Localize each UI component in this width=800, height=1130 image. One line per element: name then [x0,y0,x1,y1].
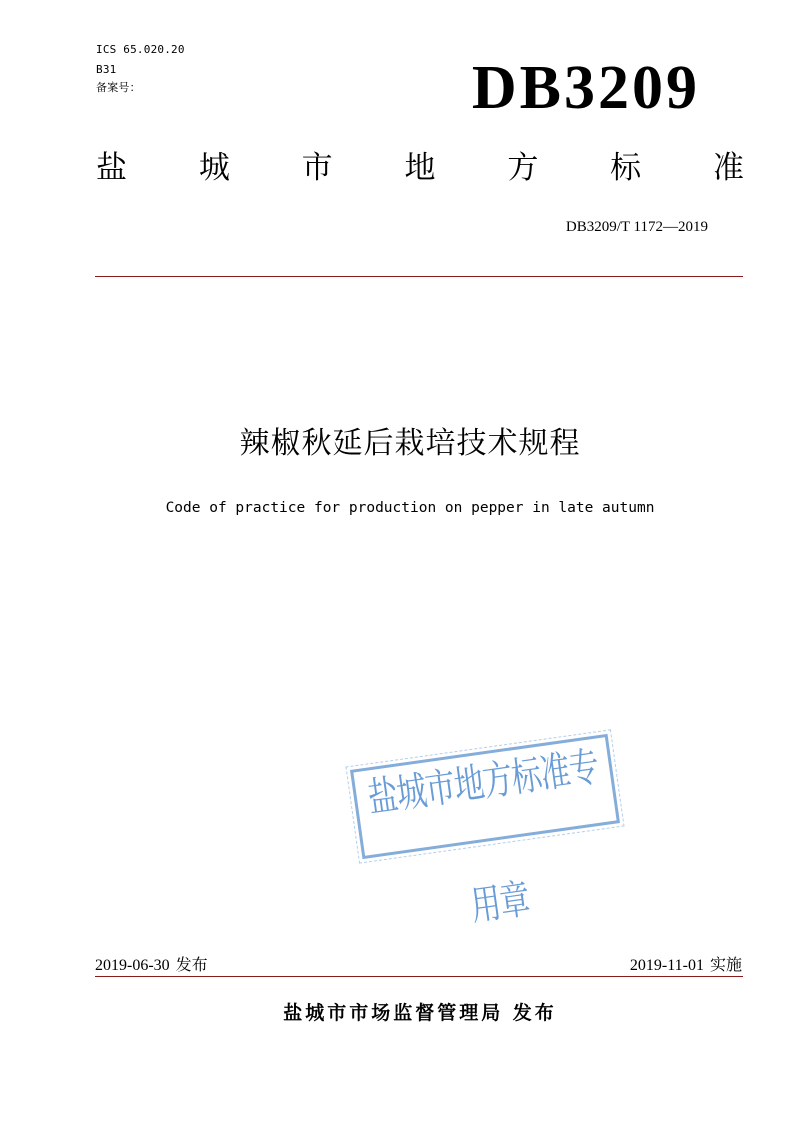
implementation-label: 实施 [709,955,742,974]
standard-number: DB3209/T 1172—2019 [565,219,708,235]
standard-type-char: 城 [198,150,230,186]
standard-type-char: 市 [301,150,333,186]
stamp-text: 盐城市地方标准专用章 [364,743,602,931]
standard-type-char: 地 [404,150,436,186]
ics-code: ICS 65.020.20 [96,43,185,56]
bottom-divider [95,976,743,977]
standard-type-char: 方 [507,150,539,186]
standard-code: DB3209 [471,54,700,122]
standard-type-char: 盐 [96,150,127,186]
issue-label: 发布 [175,955,208,974]
issue-date: 2019-06-30 [95,957,170,974]
implementation-date: 2019-11-01 [629,957,704,974]
standard-type [96,146,744,190]
title-english: Code of practice for production on pepper in late autumn [165,500,655,516]
implementation-date-block [630,955,742,976]
standard-type-char: 标 [610,150,642,186]
top-divider [95,276,743,277]
record-number-label: 备案号： [96,81,141,94]
ccs-code: B31 [96,63,117,76]
title-chinese: 辣椒秋延后栽培技术规程 [239,426,581,461]
official-seal-stamp [350,734,620,931]
standard-type-char: 准 [712,150,744,186]
issue-date-block [95,955,208,976]
issuing-authority: 盐城市市场监督管理局 发布 [283,1002,557,1024]
